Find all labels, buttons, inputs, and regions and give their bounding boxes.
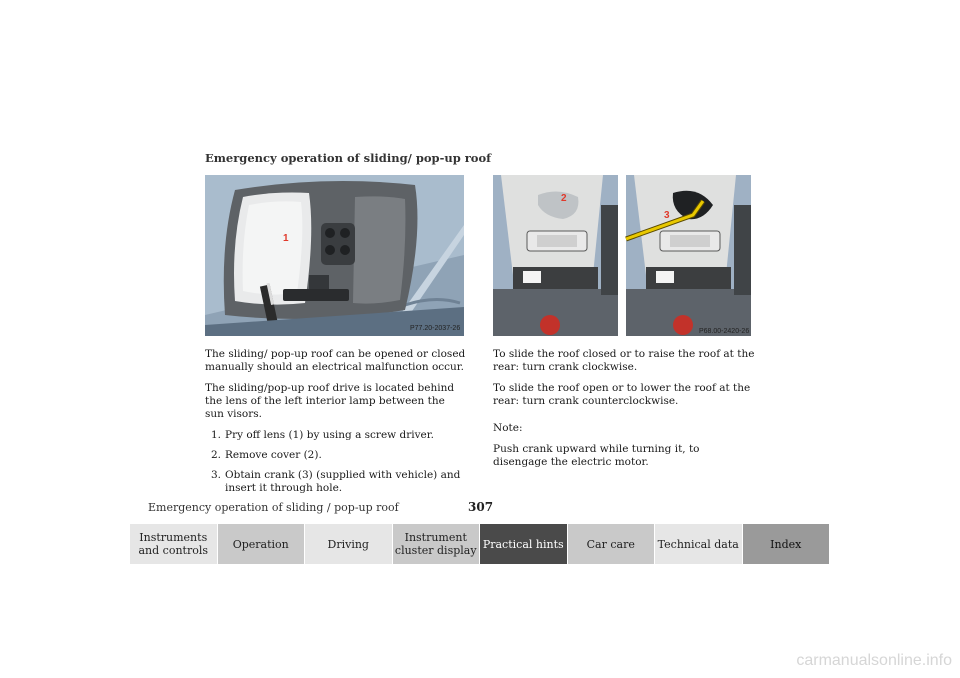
figure-overhead-console-illustration [205, 175, 464, 336]
paragraph: The sliding/ pop-up roof can be opened or closed manually should an electrical malfunction occur. [205, 348, 466, 373]
tab-operation[interactable]: Operation [218, 524, 306, 564]
chapter-nav [130, 524, 829, 564]
tab-practical-hints[interactable]: Practical hints [480, 524, 568, 564]
list-item: 2. Remove cover (2). [211, 449, 322, 461]
figure-code: P77.20-2037-26 [410, 325, 461, 332]
section-title: Emergency operation of sliding/ pop-up roof [205, 151, 492, 165]
tab-car-care[interactable]: Car care [568, 524, 656, 564]
callout-2: 2 [561, 193, 567, 204]
tab-instruments-and-controls[interactable]: Instruments and controls [130, 524, 218, 564]
paragraph: The sliding/pop-up roof drive is located behind the lens of the left interior lamp between the sun visors. [205, 382, 455, 420]
callout-3: 3 [664, 210, 670, 221]
figure-code: P68.00-2420-26 [699, 328, 750, 335]
watermark: carmanualsonline.info [796, 652, 952, 669]
running-head: Emergency operation of sliding / pop-up roof [148, 501, 399, 514]
paragraph: To slide the roof closed or to raise the roof at the rear: turn crank clockwise. [493, 348, 755, 373]
tab-driving[interactable]: Driving [305, 524, 393, 564]
figure-overhead-console [205, 175, 464, 336]
tab-index[interactable]: Index [743, 524, 830, 564]
figure-crank-insertion [493, 175, 751, 336]
figure-crank-insertion-illustration [493, 175, 751, 336]
tab-instrument-cluster-display[interactable]: Instrument cluster display [393, 524, 481, 564]
note-label: Note: [493, 422, 523, 434]
right-text-column [493, 348, 755, 477]
page-number: 307 [468, 500, 494, 514]
paragraph: To slide the roof open or to lower the roof at the rear: turn crank counterclockwise. [493, 382, 751, 407]
left-text-column [205, 348, 467, 502]
list-item: 1. Pry off lens (1) by using a screw driver. [211, 429, 434, 441]
callout-1: 1 [283, 233, 289, 244]
note-text: Push crank upward while turning it, to disengage the electric motor. [493, 443, 700, 468]
tab-technical-data[interactable]: Technical data [655, 524, 743, 564]
list-item: 3. Obtain crank (3) (supplied with vehicle) and insert it through hole. [211, 469, 461, 494]
step-list [205, 429, 467, 495]
